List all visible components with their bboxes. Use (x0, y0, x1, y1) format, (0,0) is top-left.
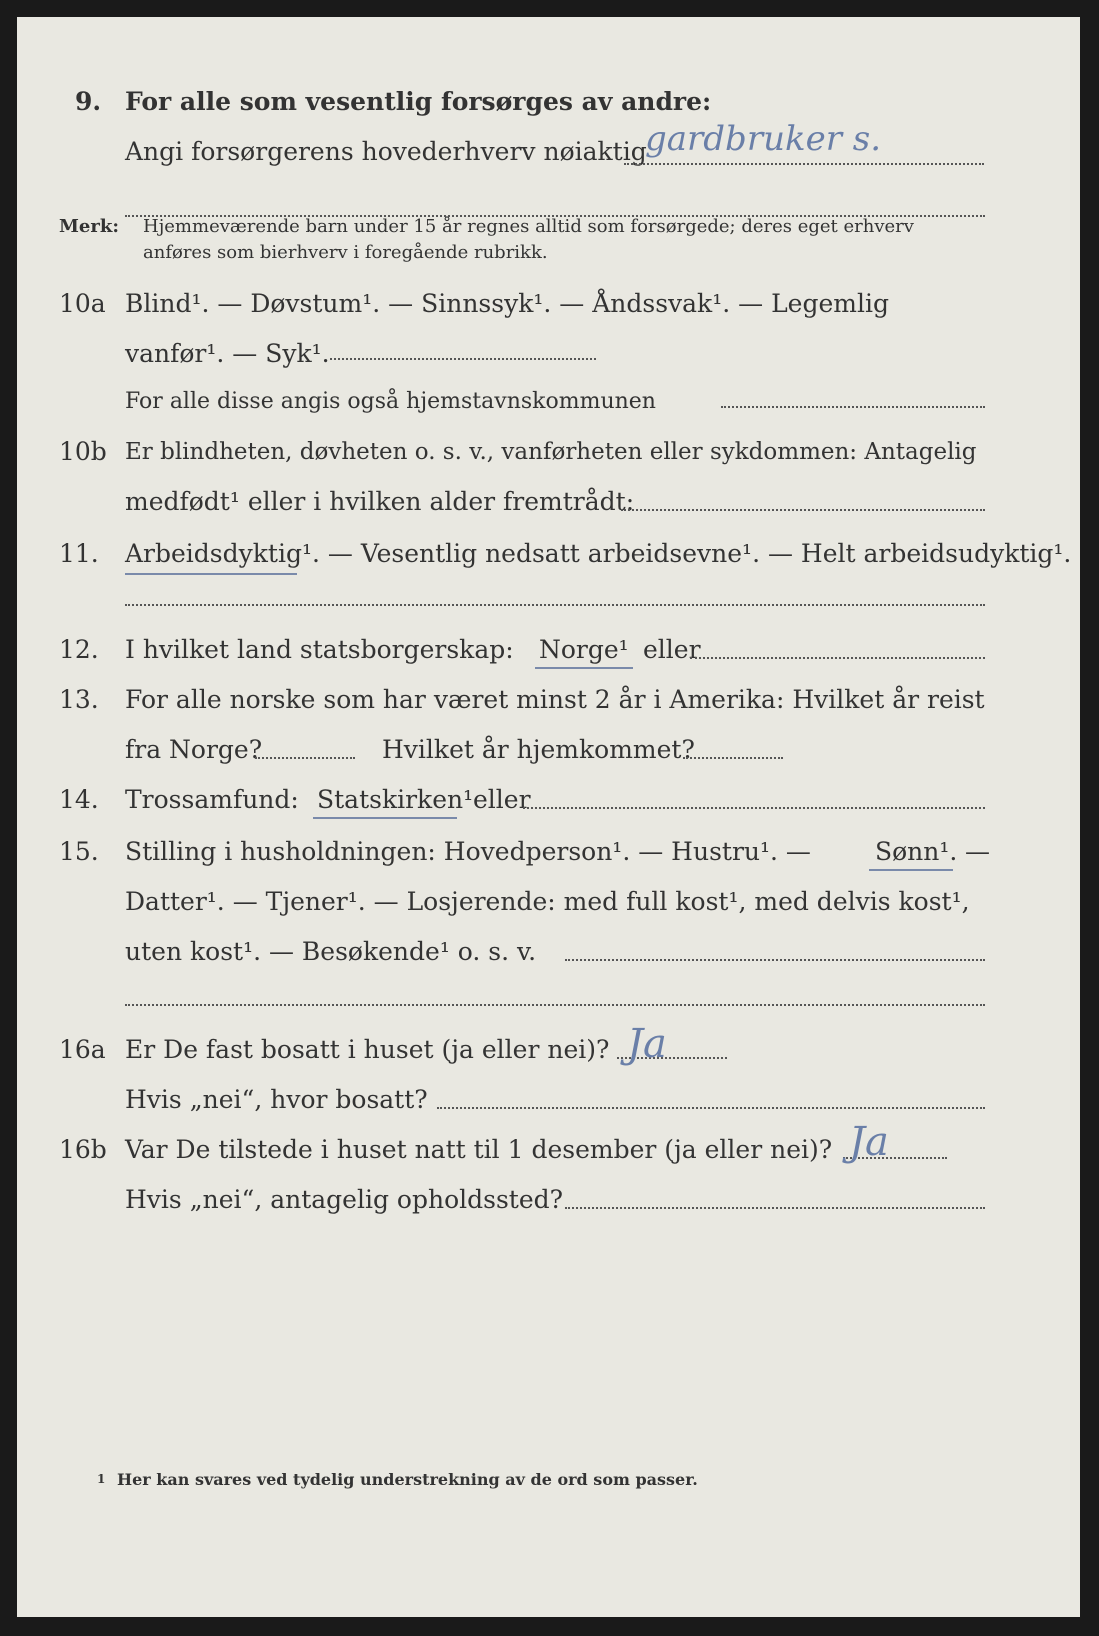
q14-selected-underline (313, 817, 457, 819)
q10a-line-2: vanfør¹. — Syk¹. (125, 339, 330, 368)
q12-selected-underline (535, 667, 633, 669)
q12-number: 12. (59, 635, 99, 664)
q15-line-3: uten kost¹. — Besøkende¹ o. s. v. (125, 937, 537, 966)
q13-line-2b: Hvilket år hjemkommet? (382, 735, 695, 764)
q15-line-1c: — (965, 837, 990, 866)
census-form-page (17, 17, 1080, 1617)
q9-handwritten-answer: gardbruker s. (645, 119, 882, 159)
q12-suffix: eller (643, 635, 701, 664)
q13-line-1: For alle norske som har været minst 2 år i Amerika: Hvilket år reist (125, 685, 985, 714)
q10b-line-1: Er blindheten, døvheten o. s. v., vanførheten eller sykdommen: Antagelig (125, 439, 977, 465)
q10a-line-1: Blind¹. — Døvstum¹. — Sinnssyk¹. — Åndssvak¹. — Legemlig (125, 289, 889, 318)
q10a-number: 10a (59, 289, 106, 318)
q16b-location-line (565, 1207, 985, 1209)
q11-answer-line (125, 604, 985, 606)
q16b-line-2: Hvis „nei“, antagelig opholdssted? (125, 1185, 564, 1214)
merk-line-1: Hjemmeværende barn under 15 år regnes alltid som forsørgede; deres eget erhverv (143, 216, 914, 237)
q15-selected-underline (869, 869, 953, 871)
q16a-line-1: Er De fast bosatt i huset (ja eller nei)? (125, 1035, 610, 1064)
q10b-answer-line (621, 509, 985, 511)
merk-line-2: anføres som bierhverv i foregående rubrikk. (143, 242, 548, 263)
footnote-text: Her kan svares ved tydelig understrekning av de ord som passer. (117, 1470, 698, 1489)
q15-answer-line (565, 959, 985, 961)
merk-label: Merk: (59, 216, 119, 237)
q11-text: Arbeidsdyktig¹. — Vesentlig nedsatt arbeidsevne¹. — Helt arbeidsudyktig¹. (125, 539, 1072, 568)
q11-number: 11. (59, 539, 99, 568)
q13-left-year-line (255, 757, 355, 759)
q15-line-2: Datter¹. — Tjener¹. — Losjerende: med full kost¹, med delvis kost¹, (125, 887, 970, 916)
q15-answer-line-2 (125, 1004, 985, 1006)
q16a-number: 16a (59, 1035, 106, 1064)
q16b-number: 16b (59, 1135, 107, 1164)
q16b-handwritten-answer: Ja (849, 1119, 889, 1165)
q16a-location-line (437, 1107, 985, 1109)
q15-option-sonn: Sønn¹. (875, 837, 958, 866)
q9-number: 9. (75, 87, 102, 116)
q9-title: For alle som vesentlig forsørges av andre: (125, 87, 712, 116)
q14-number: 14. (59, 785, 99, 814)
q14-prefix: Trossamfund: (125, 785, 299, 814)
q10a-line-3: For alle disse angis også hjemstavnskommunen (125, 389, 656, 414)
footnote-mark: 1 (97, 1472, 106, 1486)
q11-selected-underline (125, 573, 297, 575)
q10a-answer-line (330, 358, 596, 360)
q9-answer-line (624, 163, 984, 165)
q16b-line-1: Var De tilstede i huset natt til 1 desember (ja eller nei)? (125, 1135, 833, 1164)
q13-line-2a: fra Norge? (125, 735, 263, 764)
q13-number: 13. (59, 685, 99, 714)
q14-option-statskirken: Statskirken¹ (317, 785, 474, 814)
q9-prompt: Angi forsørgerens hovederhverv nøiaktig (125, 137, 647, 166)
q12-answer-line (690, 657, 985, 659)
q15-line-1a: Stilling i husholdningen: Hovedperson¹. — Hustru¹. — (125, 837, 811, 866)
q16a-line-2: Hvis „nei“, hvor bosatt? (125, 1085, 428, 1114)
q10b-line-2: medfødt¹ eller i hvilken alder fremtrådt: (125, 487, 635, 516)
q14-suffix: eller (473, 785, 531, 814)
q12-option-norge: Norge¹ (539, 635, 629, 664)
q10a-hometown-line (721, 406, 985, 408)
q10b-number: 10b (59, 437, 107, 466)
q12-prefix: I hvilket land statsborgerskap: (125, 635, 514, 664)
q14-answer-line (523, 807, 985, 809)
q13-return-year-line (683, 757, 783, 759)
q16a-handwritten-answer: Ja (627, 1021, 667, 1067)
q15-number: 15. (59, 837, 99, 866)
